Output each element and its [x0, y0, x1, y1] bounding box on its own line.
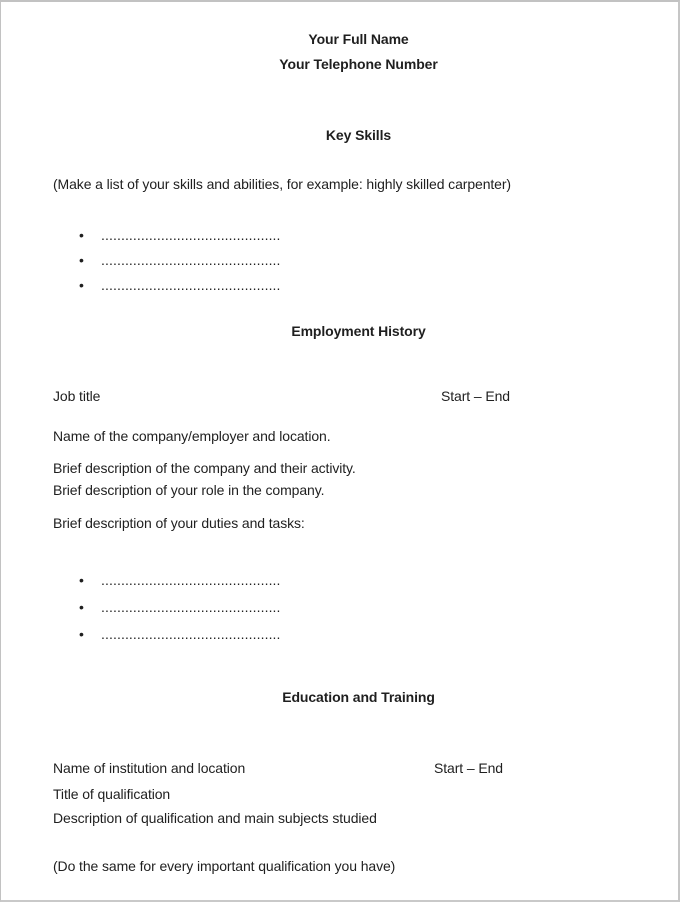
employment-history-heading: Employment History — [291, 323, 426, 339]
key-skills-list — [53, 226, 664, 294]
list-item — [53, 598, 664, 616]
education-date-range-placeholder: Start – End — [434, 760, 503, 776]
company-activity-placeholder: Brief description of the company and their activity. — [53, 460, 356, 476]
bullet-icon: • — [79, 572, 84, 588]
bullet-icon: • — [79, 626, 84, 642]
list-item — [53, 251, 664, 269]
duties-list — [53, 571, 664, 643]
bullet-icon: • — [79, 277, 84, 293]
duty-placeholder-line: ............................................. — [101, 599, 281, 615]
institution-row — [53, 759, 664, 777]
role-description-placeholder: Brief description of your role in the company. — [53, 482, 325, 498]
bullet-icon: • — [79, 599, 84, 615]
qualification-note: (Do the same for every important qualification you have) — [53, 858, 396, 874]
employment-date-range-placeholder: Start – End — [441, 388, 510, 404]
institution-placeholder: Name of institution and location — [53, 760, 246, 776]
key-skills-hint: (Make a list of your skills and abilities, for example: highly skilled carpenter) — [53, 176, 511, 192]
education-training-heading: Education and Training — [282, 689, 435, 705]
qualification-description-placeholder: Description of qualification and main subjects studied — [53, 810, 377, 826]
job-title-placeholder: Job title — [53, 388, 101, 404]
duty-placeholder-line: ............................................. — [101, 572, 281, 588]
list-item — [53, 571, 664, 589]
duties-label: Brief description of your duties and tasks: — [53, 515, 305, 531]
list-item — [53, 625, 664, 643]
key-skills-heading: Key Skills — [325, 127, 392, 143]
bullet-icon: • — [79, 227, 84, 243]
list-item — [53, 226, 664, 244]
bullet-icon: • — [79, 252, 84, 268]
job-title-row — [53, 387, 664, 405]
skill-placeholder-line: ............................................. — [101, 252, 281, 268]
telephone-placeholder: Your Telephone Number — [279, 56, 438, 72]
company-name-placeholder: Name of the company/employer and location. — [53, 428, 331, 444]
skill-placeholder-line: ............................................. — [101, 277, 281, 293]
skill-placeholder-line: ............................................. — [101, 227, 281, 243]
list-item — [53, 276, 664, 294]
duty-placeholder-line: ............................................. — [101, 626, 281, 642]
qualification-title-placeholder: Title of qualification — [53, 786, 171, 802]
full-name-placeholder: Your Full Name — [308, 31, 409, 47]
